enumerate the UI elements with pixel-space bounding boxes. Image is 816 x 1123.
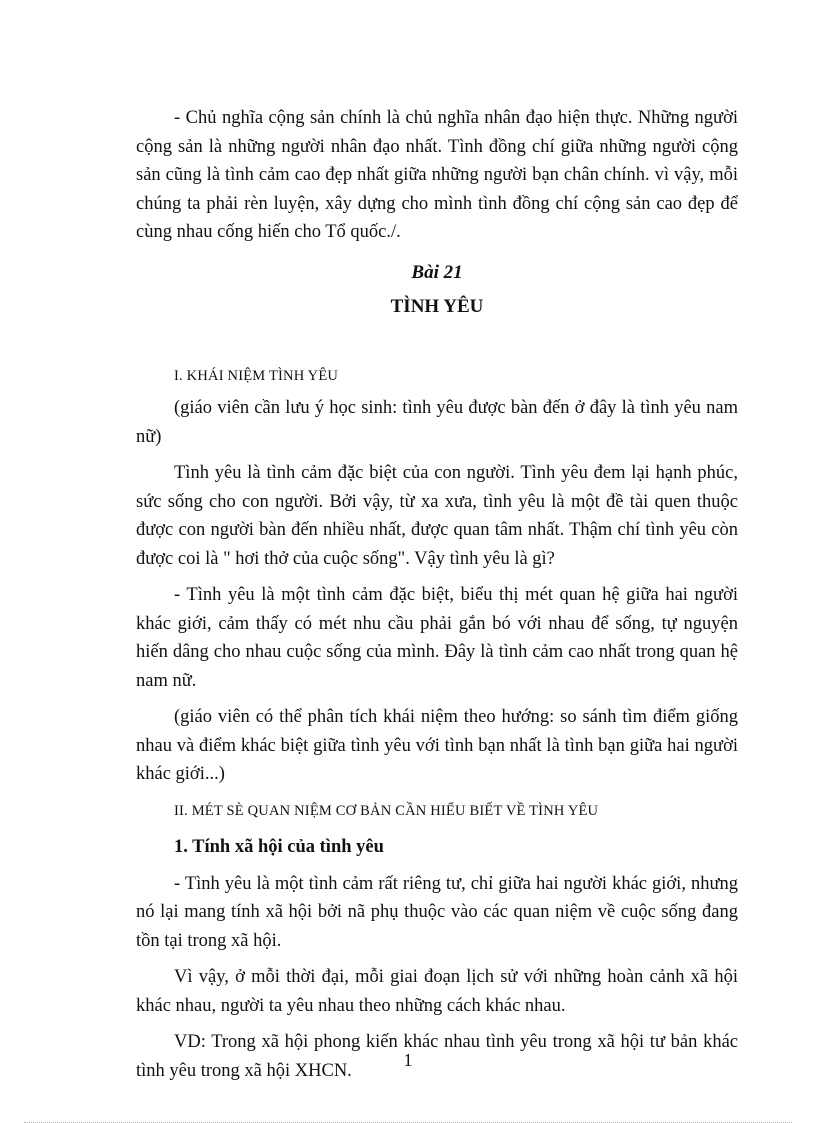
section1-heading: I. KHÁI NIỆM TÌNH YÊU	[174, 367, 339, 384]
lesson-title: TÌNH YÊU	[390, 296, 484, 317]
intro-paragraph: - Chủ nghĩa cộng sản chính là chủ nghĩa nhân đạo hiện thực. Những người cộng sản là những người nhân đạo nhất. Tình đồng chí giữa những người cộng sản cũng là tình cảm cao đẹp nhất giữa những người bạn chân chính. vì vậy, mỗi chúng ta phải rèn luyện, xây dựng cho mình tình đồng chí cộng sản cao đẹp để cùng nhau cống hiến cho Tổ quốc./.	[136, 108, 738, 242]
page-number: 1	[403, 1050, 413, 1070]
lesson-label: Bài 21	[411, 261, 463, 283]
section1-note2: (giáo viên có thể phân tích khái niệm theo hướng: so sánh tìm điểm giống nhau và điểm khác biệt giữa tình yêu với tình bạn nhất là tình bạn giữa hai người khác giới...)	[136, 707, 738, 784]
subsection1-para1: - Tình yêu là một tình cảm rất riêng tư, chỉ giữa hai người khác giới, nhưng nó lại mang tính xã hội bởi nã phụ thuộc vào các quan niệm về cuộc sống đang tồn tại trong xã hội.	[136, 873, 738, 951]
subsection1-heading: 1. Tính xã hội của tình yêu	[174, 837, 384, 857]
section1-para1: Tình yêu là tình cảm đặc biệt của con người. Tình yêu đem lại hạnh phúc, sức sống cho con người. Bởi vậy, từ xa xưa, tình yêu là một đề tài quen thuộc được con người bàn đến nhiều nhất, được quan tâm nhất. Thậm chí tình yêu còn được coi là " hơi thở của cuộc sống". Vậy tình yêu là gì?	[136, 463, 738, 569]
section2-heading: II. MÉT SÈ QUAN NIỆM CƠ BẢN CẦN HIỂU BIẾT VỀ TÌNH YÊU	[174, 802, 599, 819]
page-body	[136, 104, 738, 1085]
subsection1-para3: VD: Trong xã hội phong kiến khác nhau tình yêu trong xã hội tư bản khác tình yêu trong xã hội XHCN.	[136, 1032, 738, 1081]
subsection1-para2: Vì vậy, ở mỗi thời đại, mỗi giai đoạn lịch sử với những hoàn cảnh xã hội khác nhau, người ta yêu nhau theo những cách khác nhau.	[136, 967, 738, 1016]
section1-note: (giáo viên cần lưu ý học sinh: tình yêu được bàn đến ở đây là tình yêu nam nữ)	[136, 398, 738, 447]
section1-para2: - Tình yêu là một tình cảm đặc biệt, biểu thị mét quan hệ giữa hai người khác giới, cảm thấy có mét nhu cầu phải gắn bó với nhau để sống, tự nguyện hiến dâng cho nhau cuộc sống của mình. Đây là tình cảm cao nhất trong quan hệ nam nữ.	[136, 585, 738, 691]
